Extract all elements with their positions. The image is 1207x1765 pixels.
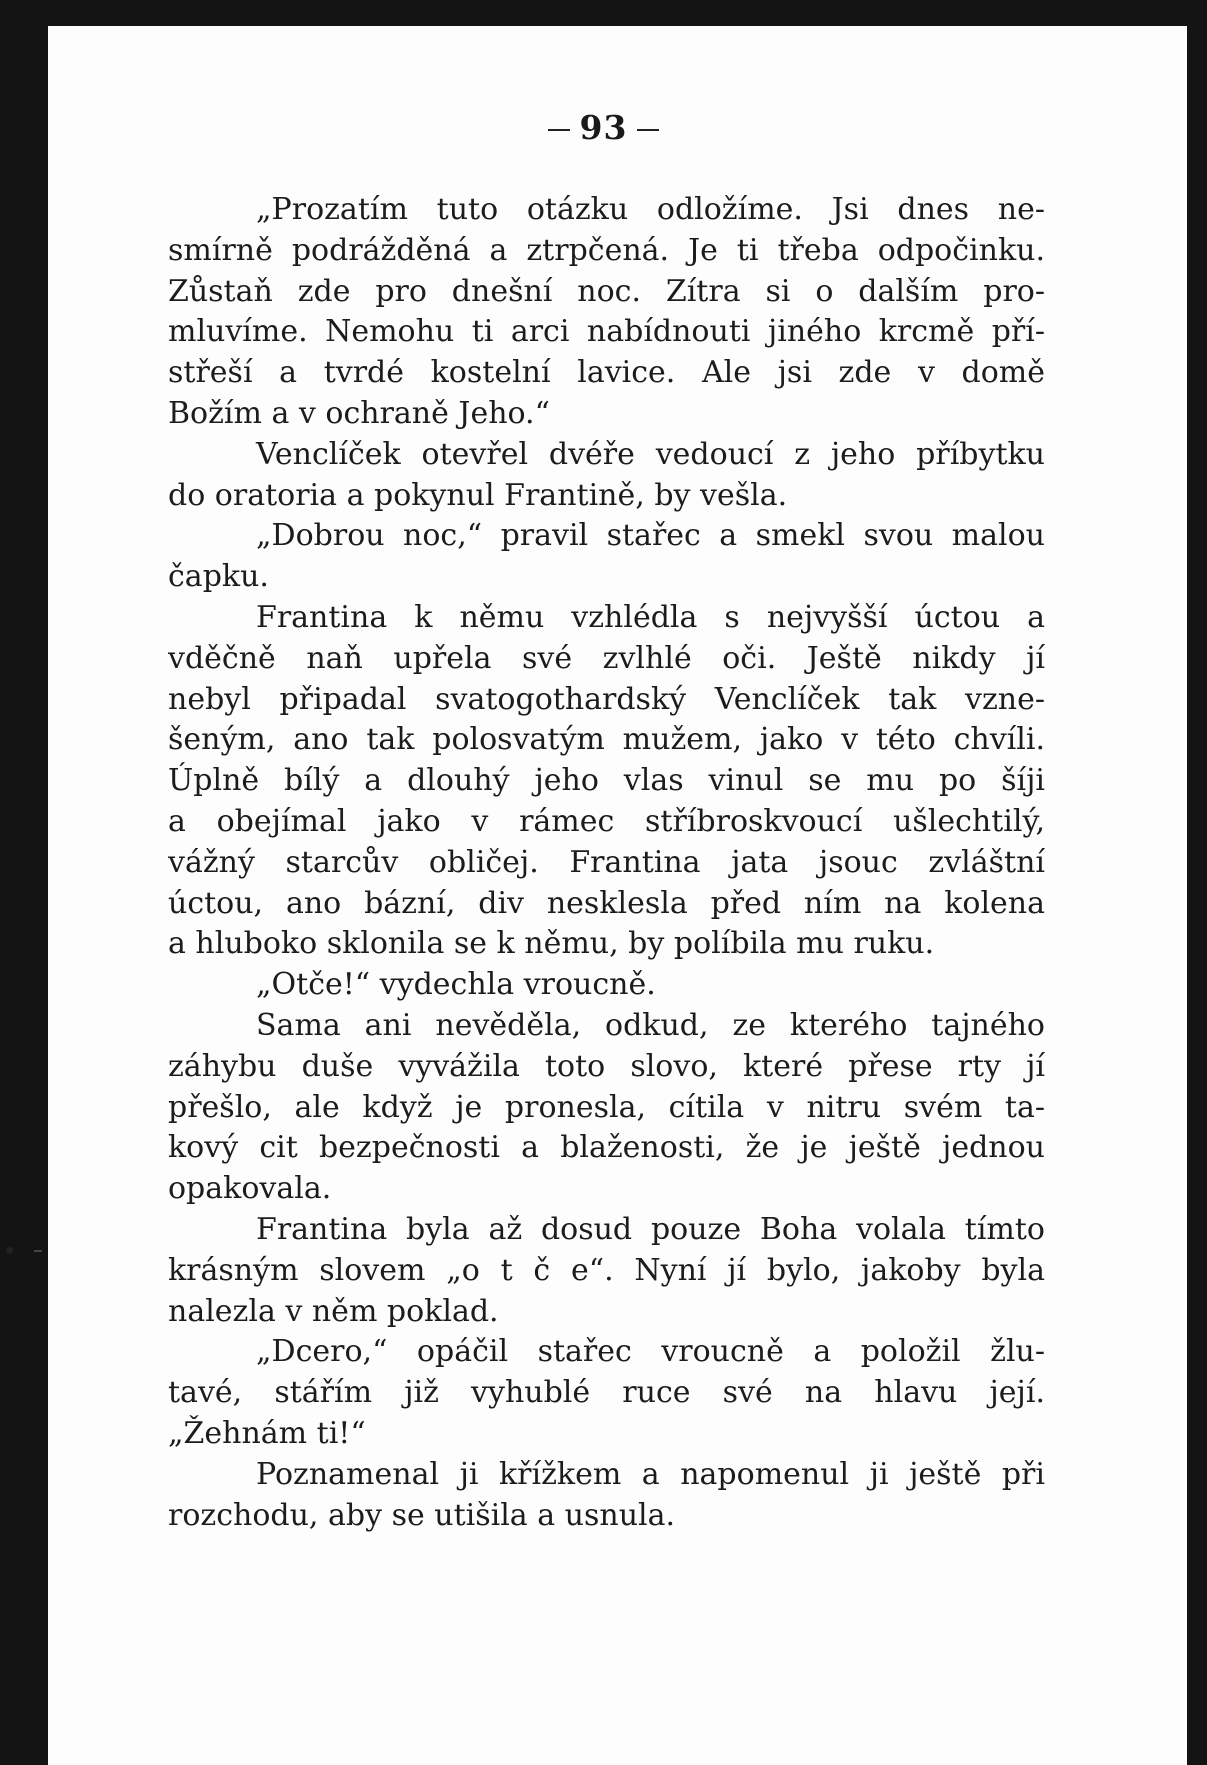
text-line: kový cit bezpečnosti a blaženosti, že je ještě jednou: [168, 1130, 1045, 1166]
text-line: nalezla v něm poklad.: [168, 1293, 499, 1329]
text-line: Frantina byla až dosud pouze Boha volala tímto: [256, 1211, 1045, 1247]
text-line: do oratoria a pokynul Frantině, by vešla.: [168, 477, 788, 513]
text-line: „Prozatím tuto otázku odložíme. Jsi dnes ne-: [256, 192, 1045, 227]
body-text: [168, 190, 1045, 1536]
text-line: záhybu duše vyvážila toto slovo, které přese rty jí: [168, 1048, 1045, 1084]
page-number-dash-right: [637, 129, 659, 131]
text-line: nebyl připadal svatogothardský Venclíček tak vzne-: [168, 681, 1045, 717]
text-line: smírně podrážděná a ztrpčená. Je ti třeba odpočinku.: [168, 232, 1045, 268]
page-number-value: 93: [579, 108, 628, 147]
margin-dash-mark: [34, 1250, 42, 1252]
text-line: „Dcero,“ opáčil stařec vroucně a položil žlu-: [256, 1334, 1045, 1370]
scan-border-top: [0, 0, 1207, 26]
text-line: Poznamenal ji křížkem a napomenul ji ještě při: [256, 1456, 1045, 1492]
scan-border-left: [0, 0, 48, 1765]
text-line: čapku.: [168, 559, 269, 595]
text-line: „Otče!“ vydechla vroucně.: [256, 967, 656, 1003]
text-line: tavé, stářím již vyhublé ruce své na hlavu její.: [168, 1375, 1045, 1411]
margin-dot-mark: [6, 1247, 13, 1254]
text-line: Božím a v ochraně Jeho.“: [168, 395, 550, 431]
text-line: rozchodu, aby se utišila a usnula.: [168, 1497, 676, 1533]
text-line: Venclíček otevřel dvéře vedoucí z jeho příbytku: [256, 436, 1045, 472]
text-line: vážný starcův obličej. Frantina jata jsouc zvláštní: [168, 844, 1045, 880]
text-line: Úplně bílý a dlouhý jeho vlas vinul se mu po šíji: [168, 763, 1045, 799]
text-line: střeší a tvrdé kostelní lavice. Ale jsi zde v domě: [168, 355, 1045, 391]
text-line: vděčně naň upřela své zvlhlé oči. Ještě nikdy jí: [168, 640, 1045, 676]
text-line: úctou, ano bázní, div nesklesla před ním na kolena: [168, 885, 1045, 921]
text-line: Zůstaň zde pro dnešní noc. Zítra si o dalším pro-: [168, 273, 1045, 309]
text-line: „Žehnám ti!“: [168, 1415, 366, 1451]
text-line: Sama ani nevěděla, odkud, ze kterého tajného: [256, 1007, 1045, 1043]
text-line: přešlo, ale když je pronesla, cítila v nitru svém ta-: [168, 1089, 1045, 1125]
text-line: Frantina k němu vzhlédla s nejvyšší úctou a: [256, 599, 1045, 635]
text-line: mluvíme. Nemohu ti arci nabídnouti jiného krcmě pří-: [168, 314, 1045, 350]
page-number: [0, 108, 1207, 147]
text-line: opakovala.: [168, 1171, 332, 1207]
text-line: a obejímal jako v rámec stříbroskvoucí ušlechtilý,: [168, 803, 1045, 839]
text-line: šeným, ano tak polosvatým mužem, jako v této chvíli.: [168, 722, 1045, 758]
text-line: „Dobrou noc,“ pravil stařec a smekl svou malou: [256, 518, 1045, 554]
text-line: a hluboko sklonila se k němu, by políbila mu ruku.: [168, 926, 935, 962]
page-number-dash-left: [548, 129, 570, 131]
text-line: krásným slovem „o t č e“. Nyní jí bylo, jakoby byla: [168, 1252, 1045, 1288]
scan-border-right: [1187, 0, 1207, 1765]
